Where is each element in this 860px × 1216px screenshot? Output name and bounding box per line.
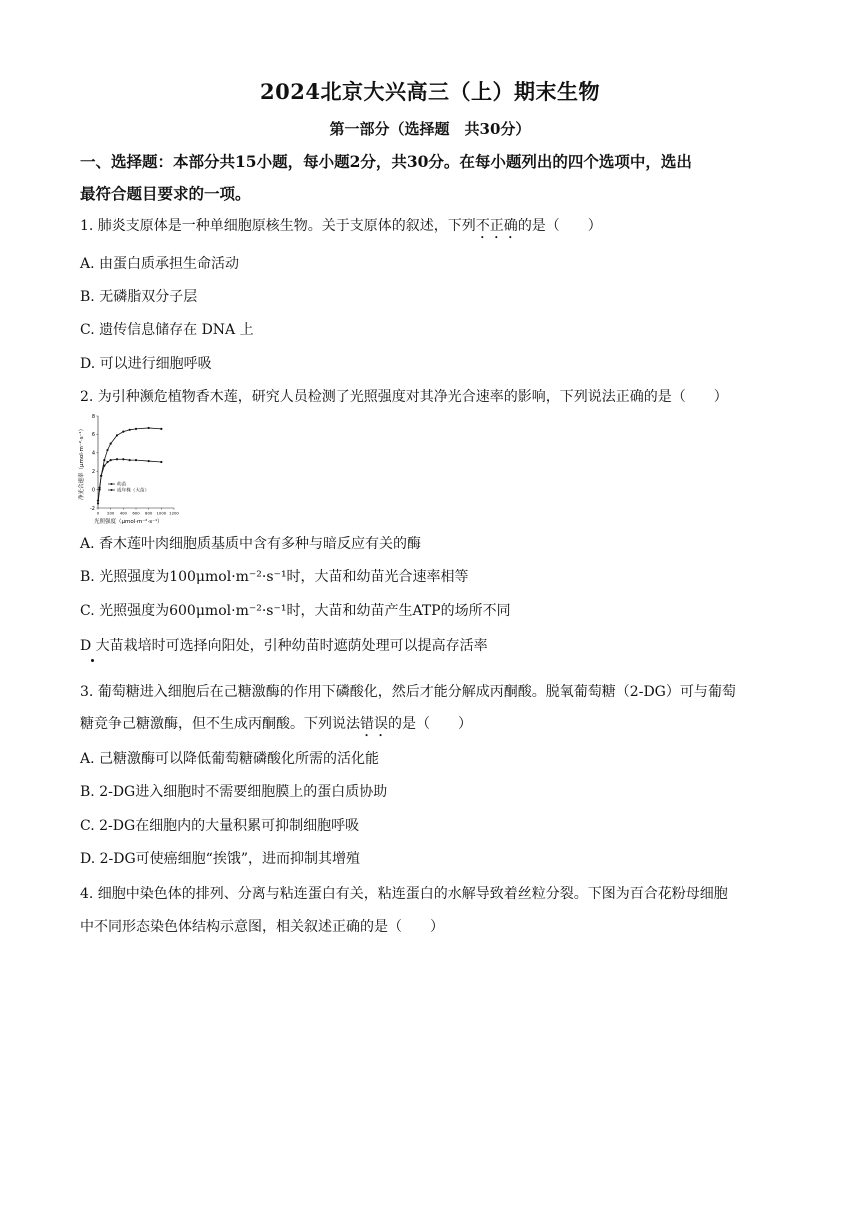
chart-legend-label: 幼苗	[117, 482, 127, 488]
section-heading-line1: 一、选择题：本部分共15小题，每小题2分，共30分。在每小题列出的四个选项中，选出	[80, 152, 692, 171]
chart-data-point	[106, 461, 108, 463]
q3-stem-line2	[80, 714, 785, 740]
q4-stem-line2: 中不同形态染色体结构示意图，相关叙述正确的是（ ）	[80, 919, 444, 935]
chart-x-tick-label: 0	[96, 510, 100, 516]
q3-stem-emphasis: 错误	[360, 716, 388, 732]
chart-data-point	[110, 459, 112, 461]
q1-option-b: B. 无磷脂双分子层	[80, 289, 198, 305]
q1-option-a: A. 由蛋白质承担生命活动	[80, 256, 240, 272]
chart-y-tick-label: 8	[91, 413, 95, 420]
chart-series-line	[98, 459, 161, 500]
q2-stem: 2. 为引种濒危植物香木莲，研究人员检测了光照强度对其净光合速率的影响，下列说法正确的是（ ）	[80, 389, 728, 405]
chart-data-point	[148, 427, 150, 429]
chart-legend-marker	[111, 483, 113, 485]
q1-option-c: C. 遗传信息储存在 DNA 上	[80, 322, 254, 338]
photosynthesis-chart	[74, 410, 184, 530]
chart-y-tick-label: -2	[90, 505, 95, 512]
q3-option-b: B. 2-DG进入细胞时不需要细胞膜上的蛋白质协助	[80, 784, 388, 800]
option-d-dot-mark	[91, 659, 94, 662]
chart-y-tick-label: 6	[91, 432, 95, 439]
q1-stem	[80, 216, 785, 242]
chart-data-point	[116, 458, 118, 460]
part-subtitle: 第一部分（选择题 共30分）	[329, 120, 531, 138]
chart-data-point	[160, 428, 162, 430]
q3-stem-post: 的是（ ）	[388, 716, 472, 732]
q4-stem-line1: 4. 细胞中染色体的排列、分离与粘连蛋白有关，粘连蛋白的水解导致着丝粒分裂。下图为百合花粉母细胞	[80, 886, 728, 902]
q3-option-a: A. 己糖激酶可以降低葡萄糖磷酸化所需的活化能	[80, 751, 380, 767]
chart-x-tick-label: 800	[145, 510, 153, 516]
q2-option-a: A. 香木莲叶肉细胞质基质中含有多种与暗反应有关的酶	[80, 536, 422, 552]
chart-xlabel: 光照强度（μmol·m⁻²·s⁻¹）	[94, 519, 163, 525]
chart-x-tick-label: 400	[119, 510, 127, 516]
q3-option-d: D. 2-DG可使癌细胞“挨饿”，进而抑制其增殖	[80, 851, 360, 867]
chart-data-point	[110, 443, 112, 445]
q1-option-d: D. 可以进行细胞呼吸	[80, 356, 212, 372]
chart-data-point	[135, 459, 137, 461]
chart-data-point	[97, 502, 99, 504]
q1-stem-post: 的是（ ）	[517, 218, 602, 234]
chart-data-point	[135, 428, 137, 430]
q2-option-c: C. 光照强度为600μmol·m⁻²·s⁻¹时，大苗和幼苗产生ATP的场所不同	[80, 603, 511, 619]
q3-stem-line1: 3. 葡萄糖进入细胞后在己糖激酶的作用下磷酸化，然后才能分解成丙酮酸。脱氧葡萄糖（2-DG）可与葡萄	[80, 684, 736, 700]
chart-x-tick-label: 600	[132, 510, 140, 516]
chart-x-tick-label: 1200	[169, 510, 179, 516]
chart-data-point	[100, 475, 102, 477]
page-title: 2024北京大兴高三（上）期末生物	[260, 79, 600, 104]
chart-data-point	[103, 459, 105, 461]
chart-x-tick-label: 200	[107, 510, 115, 516]
chart-data-point	[129, 429, 131, 431]
q2-option-b: B. 光照强度为100μmol·m⁻²·s⁻¹时，大苗和幼苗光合速率相等	[80, 569, 469, 585]
q2-option-d: D 大苗栽培时可选择向阳处，引种幼苗时遮荫处理可以提高存活率	[80, 638, 488, 654]
chart-data-point	[160, 461, 162, 463]
chart-data-point	[98, 489, 100, 491]
q3-stem-pre: 糖竞争己糖激酶，但不生成丙酮酸。下列说法	[80, 716, 360, 732]
chart-legend-label: 成年株（大苗）	[117, 488, 150, 494]
chart-data-point	[129, 459, 131, 461]
q1-stem-emphasis: 不正确	[475, 218, 518, 234]
chart-data-point	[122, 431, 124, 433]
chart-data-point	[122, 458, 124, 460]
chart-ylabel: 净光合速率（μmol·m⁻²·s⁻¹）	[79, 425, 85, 500]
chart-x-tick-label: 1000	[156, 510, 167, 516]
chart-legend-marker	[111, 489, 113, 491]
chart-plot-area	[90, 414, 179, 516]
chart-data-point	[148, 460, 150, 462]
chart-y-tick-label: 0	[91, 487, 95, 494]
chart-data-point	[116, 434, 118, 436]
q1-stem-pre: 1. 肺炎支原体是一种单细胞原核生物。关于支原体的叙述，下列	[80, 218, 476, 234]
chart-y-tick-label: 2	[91, 469, 95, 475]
section-heading-line2: 最符合题目要求的一项。	[80, 184, 251, 203]
chart-data-point	[106, 449, 108, 451]
q3-option-c: C. 2-DG在细胞内的大量积累可抑制细胞呼吸	[80, 818, 360, 834]
chart-y-tick-label: 4	[91, 450, 95, 457]
